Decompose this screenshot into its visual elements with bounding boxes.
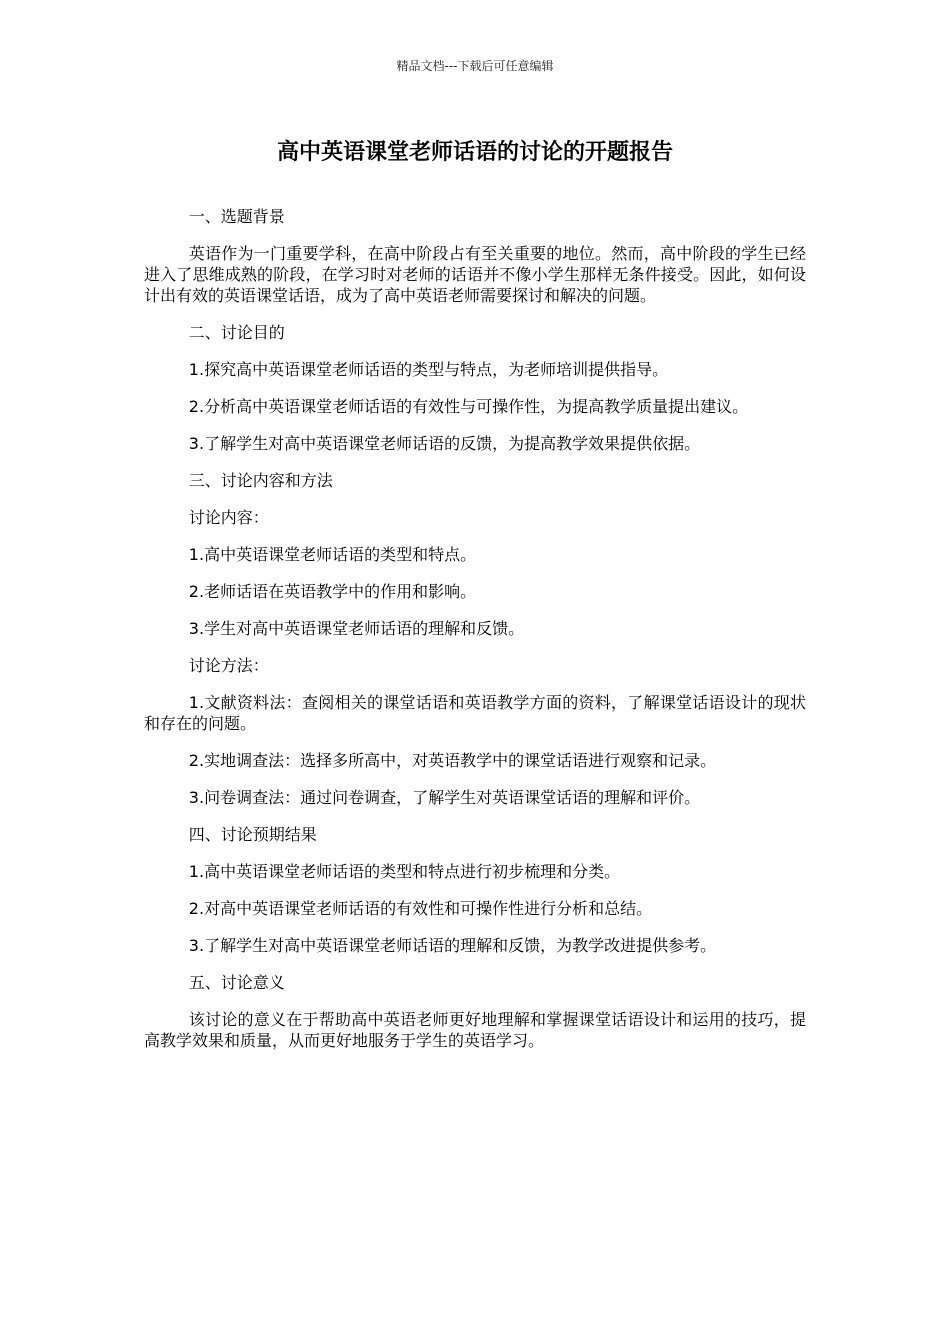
document-title: 高中英语课堂老师话语的讨论的开题报告 [276, 140, 673, 165]
content-item: 3.学生对高中英语课堂老师话语的理解和反馈。 [188, 619, 525, 638]
page-header: 精品文档---下载后可任意编辑 [396, 59, 554, 73]
method-item: 2.实地调查法：选择多所高中，对英语教学中的课堂话语进行观察和记录。 [188, 751, 717, 770]
methods-label: 讨论方法： [188, 656, 269, 675]
method-item: 3.问卷调查法：通过问卷调查，了解学生对英语课堂话语的理解和评价。 [188, 788, 701, 807]
section-heading-significance: 五、讨论意义 [188, 973, 285, 992]
purpose-item: 2.分析高中英语课堂老师话语的有效性与可操作性，为提高教学质量提出建议。 [188, 397, 749, 416]
document-body [144, 206, 806, 1067]
purpose-item: 1.探究高中英语课堂老师话语的类型与特点，为老师培训提供指导。 [188, 360, 669, 379]
content-item: 1.高中英语课堂老师话语的类型和特点。 [188, 545, 477, 564]
content-item: 2.老师话语在英语教学中的作用和影响。 [188, 582, 477, 601]
expected-item: 3.了解学生对高中英语课堂老师话语的理解和反馈，为教学改进提供参考。 [188, 936, 717, 955]
method-item: 1.文献资料法：查阅相关的课堂话语和英语教学方面的资料，了解课堂话语设计的现状和存在的问题。 [144, 693, 806, 733]
section-heading-purpose: 二、讨论目的 [188, 323, 285, 342]
purpose-item: 3.了解学生对高中英语课堂老师话语的反馈，为提高教学效果提供依据。 [188, 434, 701, 453]
background-paragraph: 英语作为一门重要学科，在高中阶段占有至关重要的地位。然而，高中阶段的学生已经进入了思维成熟的阶段，在学习时对老师的话语并不像小学生那样无条件接受。因此，如何设计出有效的英语课堂话语，成为了高中英语老师需要探讨和解决的问题。 [144, 244, 806, 305]
section-heading-content-methods: 三、讨论内容和方法 [188, 471, 333, 490]
expected-item: 2.对高中英语课堂老师话语的有效性和可操作性进行分析和总结。 [188, 899, 653, 918]
content-label: 讨论内容： [188, 508, 269, 527]
section-heading-expected: 四、讨论预期结果 [188, 825, 317, 844]
significance-paragraph: 该讨论的意义在于帮助高中英语老师更好地理解和掌握课堂话语设计和运用的技巧，提高教学效果和质量，从而更好地服务于学生的英语学习。 [144, 1010, 806, 1050]
section-heading-background: 一、选题背景 [188, 207, 285, 226]
expected-item: 1.高中英语课堂老师话语的类型和特点进行初步梳理和分类。 [188, 862, 621, 881]
